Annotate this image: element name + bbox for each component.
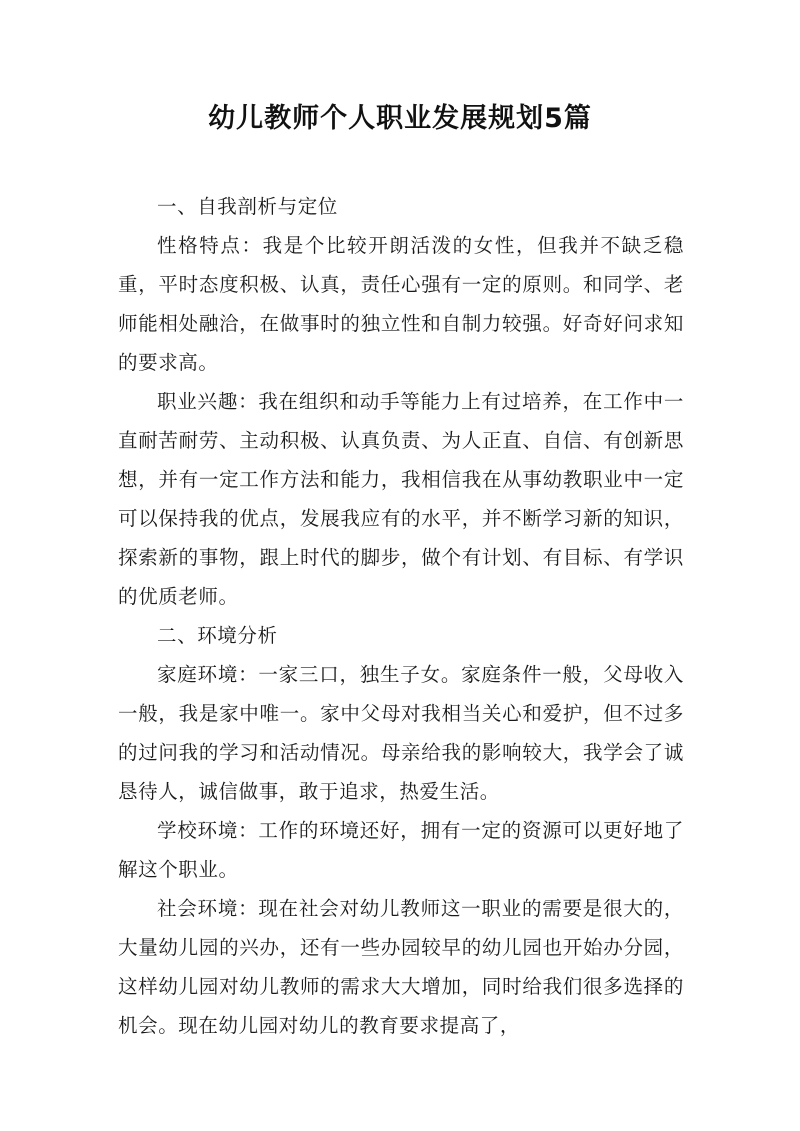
section-heading-self-analysis: 一、自我剖析与定位 (157, 195, 338, 218)
paragraph-social-environment: 社会环境：现在社会对幼儿教师这一职业的需要是很大的，大量幼儿园的兴办，还有一些办园较早的幼儿园也开始办分园，这样幼儿园对幼儿教师的需求大大增加，同时给我们很多选择的机会。现在幼儿园对幼儿的教育要求提高了， (118, 897, 684, 1037)
paragraph-personality: 性格特点：我是个比较开朗活泼的女性，但我并不缺乏稳重，平时态度积极、认真，责任心强有一定的原则。和同学、老师能相处融洽，在做事时的独立性和自制力较强。好奇好问求知的要求高。 (118, 234, 684, 374)
document-title: 幼儿教师个人职业发展规划5篇 (208, 103, 592, 134)
paragraph-career-interest: 职业兴趣：我在组织和动手等能力上有过培养，在工作中一直耐苦耐劳、主动积极、认真负责、为人正直、自信、有创新思想，并有一定工作方法和能力，我相信我在从事幼教职业中一定可以保持我的优点，发展我应有的水平，并不断学习新的知识，探索新的事物，跟上时代的脚步，做个有计划、有目标、有学识的优质老师。 (118, 390, 684, 608)
paragraph-school-environment: 学校环境：工作的环境还好，拥有一定的资源可以更好地了解这个职业。 (118, 819, 684, 881)
section-heading-environment: 二、环境分析 (157, 624, 278, 647)
paragraph-family-environment: 家庭环境：一家三口，独生子女。家庭条件一般，父母收入一般，我是家中唯一。家中父母对我相当关心和爱护，但不过多的过问我的学习和活动情况。母亲给我的影响较大，我学会了诚恳待人，诚信做事，敢于追求，热爱生活。 (118, 663, 684, 803)
document-body (118, 187, 684, 1045)
